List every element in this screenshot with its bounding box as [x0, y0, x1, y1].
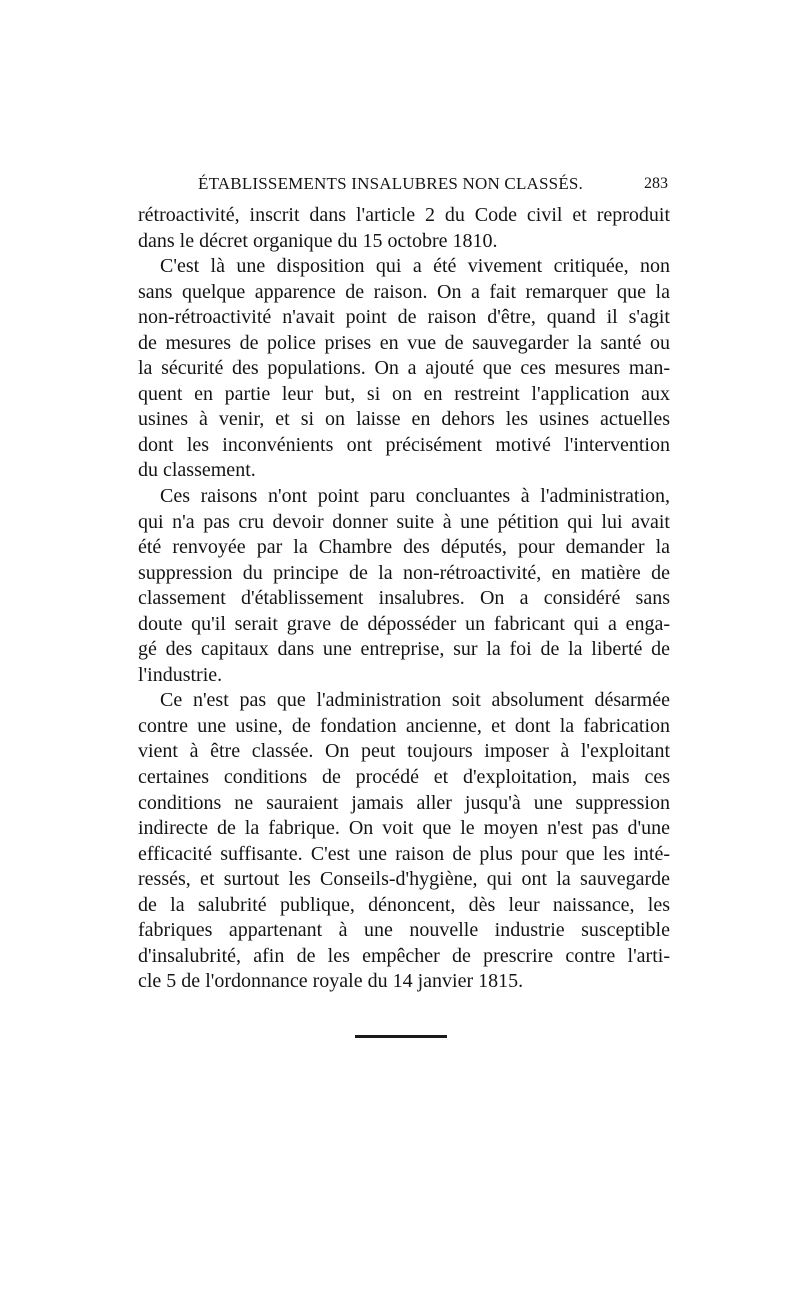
text-line: d'insalubrité, afin de les empêcher de prescrire contre l'arti-	[138, 944, 670, 967]
text-line: C'est là une disposition qui a été vivement critiquée, non	[160, 255, 670, 278]
text-line: de mesures de police prises en vue de sauvegarder la santé ou	[138, 331, 670, 354]
body-text	[138, 203, 670, 995]
text-line: quent en partie leur but, si on en restreint l'application aux	[138, 382, 670, 405]
text-line: fabriques appartenant à une nouvelle industrie susceptible	[138, 919, 670, 942]
text-line: du classement.	[138, 459, 256, 482]
text-line: sans quelque apparence de raison. On a fait remarquer que la	[138, 280, 670, 303]
running-head	[140, 174, 668, 198]
text-line: classement d'établissement insalubres. On a considéré sans	[138, 587, 670, 610]
text-line: vient à être classée. On peut toujours imposer à l'exploitant	[138, 740, 670, 763]
text-line: usines à venir, et si on laisse en dehors les usines actuelles	[138, 408, 670, 431]
text-line: non-rétroactivité n'avait point de raison d'être, quand il s'agit	[138, 306, 670, 329]
text-line: contre une usine, de fondation ancienne, et dont la fabrication	[138, 714, 670, 737]
text-line: conditions ne sauraient jamais aller jusqu'à une suppression	[138, 791, 670, 814]
text-line: l'industrie.	[138, 663, 223, 686]
text-line: indirecte de la fabrique. On voit que le moyen n'est pas d'une	[138, 817, 670, 840]
text-line: dans le décret organique du 15 octobre 1810.	[138, 229, 498, 252]
text-line: suppression du principe de la non-rétroactivité, en matière de	[138, 561, 670, 584]
text-line: dont les inconvénients ont précisément motivé l'intervention	[138, 433, 670, 456]
text-line: gé des capitaux dans une entreprise, sur la foi de la liberté de	[138, 638, 670, 661]
text-line: rétroactivité, inscrit dans l'article 2 du Code civil et reproduit	[138, 204, 670, 226]
text-line: ressés, et surtout les Conseils-d'hygiène, qui ont la sauvegarde	[138, 868, 670, 891]
text-line: doute qu'il serait grave de déposséder un fabricant qui a enga-	[138, 612, 670, 635]
text-line: qui n'a pas cru devoir donner suite à une pétition qui lui avait	[138, 510, 670, 533]
page-number: 283	[644, 175, 668, 192]
text-line: Ces raisons n'ont point paru concluantes à l'administration,	[160, 485, 670, 508]
running-title: ÉTABLISSEMENTS INSALUBRES NON CLASSÉS.	[198, 174, 584, 193]
text-line: efficacité suffisante. C'est une raison de plus pour que les inté-	[138, 842, 670, 865]
text-line: cle 5 de l'ordonnance royale du 14 janvier 1815.	[138, 970, 524, 993]
text-line: Ce n'est pas que l'administration soit absolument désarmée	[160, 689, 670, 712]
end-rule	[355, 1035, 447, 1038]
text-line: été renvoyée par la Chambre des députés, pour demander la	[138, 536, 670, 559]
text-line: la sécurité des populations. On a ajouté que ces mesures man-	[138, 357, 670, 380]
text-line: de la salubrité publique, dénoncent, dès leur naissance, les	[138, 893, 670, 916]
text-line: certaines conditions de procédé et d'exploitation, mais ces	[138, 766, 670, 789]
